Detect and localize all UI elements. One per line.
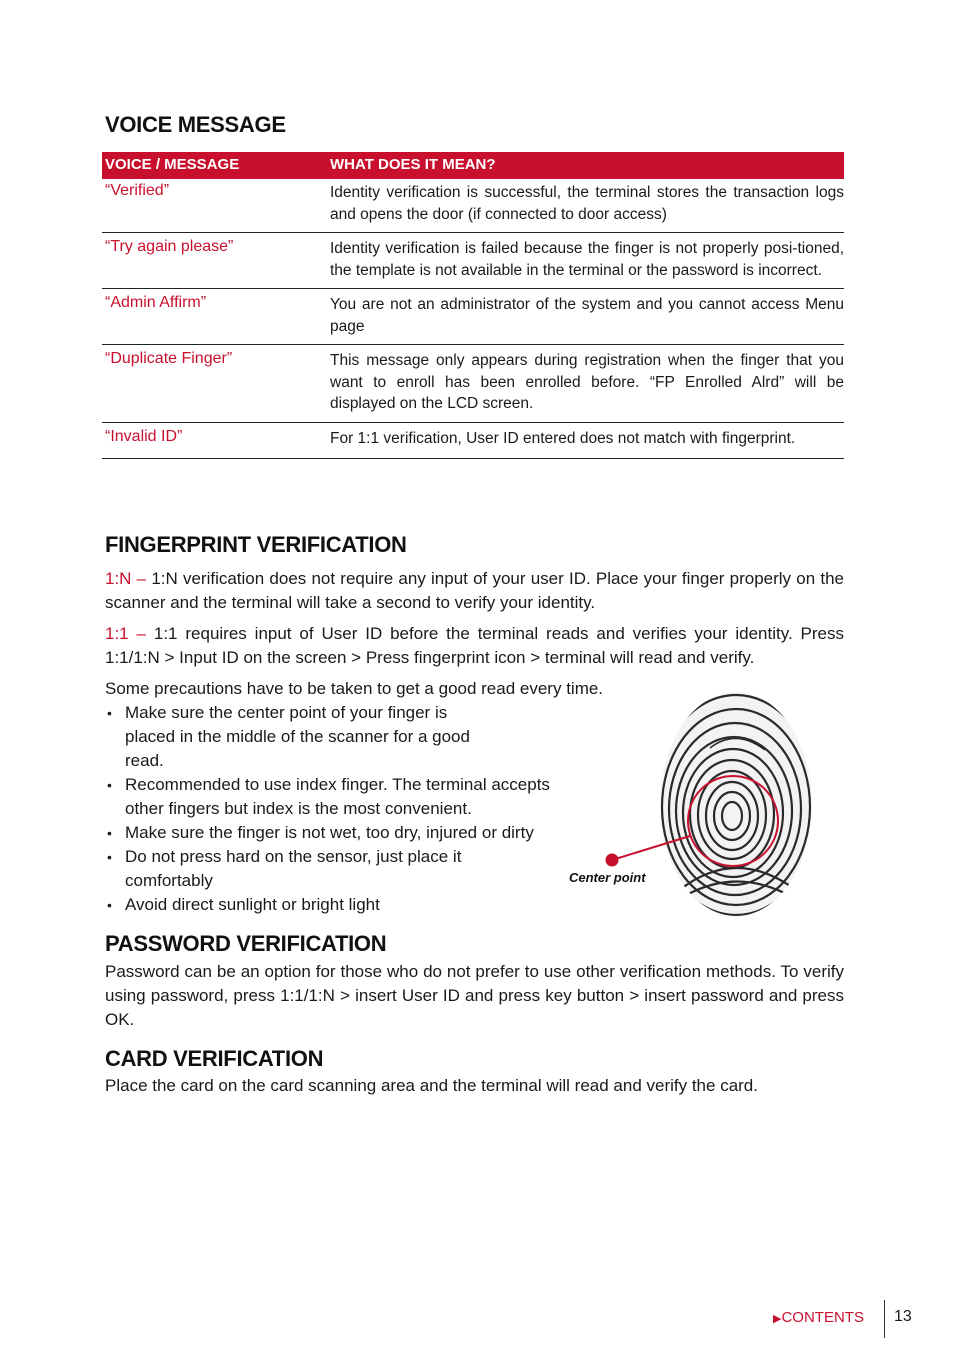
one-to-one-label: 1:1 – [105, 624, 146, 643]
voice-value: Identity verification is successful, the terminal stores the transaction logs and opens the door (if connected to door access) [330, 184, 844, 223]
col-meaning: WHAT DOES IT MEAN? [330, 156, 496, 173]
one-to-n-text: 1:N verification does not require any input of your user ID. Place your finger properly on the scanner and the terminal will take a second to verify your identity. [105, 569, 844, 612]
voice-message-heading: VOICE MESSAGE [105, 112, 286, 137]
caret-right-icon: ▶ [773, 1313, 782, 1325]
footer-divider [884, 1300, 885, 1338]
one-to-n-label: 1:N – [105, 569, 147, 588]
voice-key: “Verified” [105, 182, 170, 199]
one-to-one-paragraph [105, 622, 844, 670]
table-row [102, 423, 844, 460]
voice-value: This message only appears during registration when the finger that you want to enroll has been enrolled before. “FP Enrolled Alrd” will be displayed on the LCD screen. [330, 352, 844, 412]
voice-key: “Duplicate Finger” [105, 350, 233, 367]
list-item: • Make sure the center point of your finger is placed in the middle of the scanner for a good read. [107, 703, 470, 770]
card-heading: CARD VERIFICATION [105, 1046, 324, 1071]
card-text: Place the card on the card scanning area and the terminal will read and verify the card. [105, 1076, 758, 1095]
contents-link[interactable] [773, 1309, 864, 1326]
pointer-dot [606, 854, 619, 867]
voice-value: You are not an administrator of the system and you cannot access Menu page [330, 296, 844, 335]
list-item: • Do not press hard on the sensor, just place it comfortably [107, 847, 462, 890]
bullet-text: Recommended to use index finger. The terminal accepts other fingers but index is the most convenient. [125, 775, 550, 818]
contents-label: CONTENTS [781, 1309, 864, 1326]
one-to-n-paragraph [105, 567, 844, 615]
voice-key: “Admin Affirm” [105, 294, 207, 311]
bullet-text: Do not press hard on the sensor, just place it comfortably [125, 847, 462, 890]
fingerprint-figure [560, 688, 820, 920]
list-item: • Avoid direct sunlight or bright light [107, 895, 380, 914]
password-text: Password can be an option for those who do not prefer to use other verification methods. To verify using password, press 1:1/1:N > insert User ID and press key button > insert password and press OK. [105, 962, 844, 1029]
fingerprint-icon [654, 692, 818, 916]
bullet-text: Make sure the finger is not wet, too dry, injured or dirty [125, 823, 534, 842]
table-row [102, 179, 844, 233]
table-header [102, 152, 844, 179]
voice-message-table [102, 152, 844, 459]
precautions-intro: Some precautions have to be taken to get a good read every time. [105, 679, 604, 698]
table-row [102, 233, 844, 289]
voice-value: For 1:1 verification, User ID entered does not match with fingerprint. [330, 429, 796, 447]
voice-key: “Try again please” [105, 238, 234, 255]
bullet-text: Make sure the center point of your finger is placed in the middle of the scanner for a good read. [125, 703, 470, 770]
precautions-list [105, 701, 585, 917]
table-row [102, 289, 844, 345]
voice-value: Identity verification is failed because the finger is not properly posi-tioned, the template is not available in the terminal or the password is incorrect. [330, 240, 844, 279]
page-number: 13 [894, 1308, 912, 1325]
list-item: • Recommended to use index finger. The terminal accepts other fingers but index is the most convenient. [107, 775, 550, 818]
fingerprint-heading: FINGERPRINT VERIFICATION [105, 532, 407, 557]
bullet-text: Avoid direct sunlight or bright light [125, 895, 380, 914]
list-item: • Make sure the finger is not wet, too dry, injured or dirty [107, 823, 534, 842]
voice-key: “Invalid ID” [105, 427, 183, 445]
table-row [102, 345, 844, 423]
col-voice-message: VOICE / MESSAGE [105, 156, 240, 173]
one-to-one-text: 1:1 requires input of User ID before the terminal reads and verifies your identity. Press 1:1/1:N > Input ID on the screen > Press fingerprint icon > terminal will read and verify. [105, 624, 844, 667]
center-point-label: Center point [569, 870, 646, 885]
password-heading: PASSWORD VERIFICATION [105, 931, 387, 956]
